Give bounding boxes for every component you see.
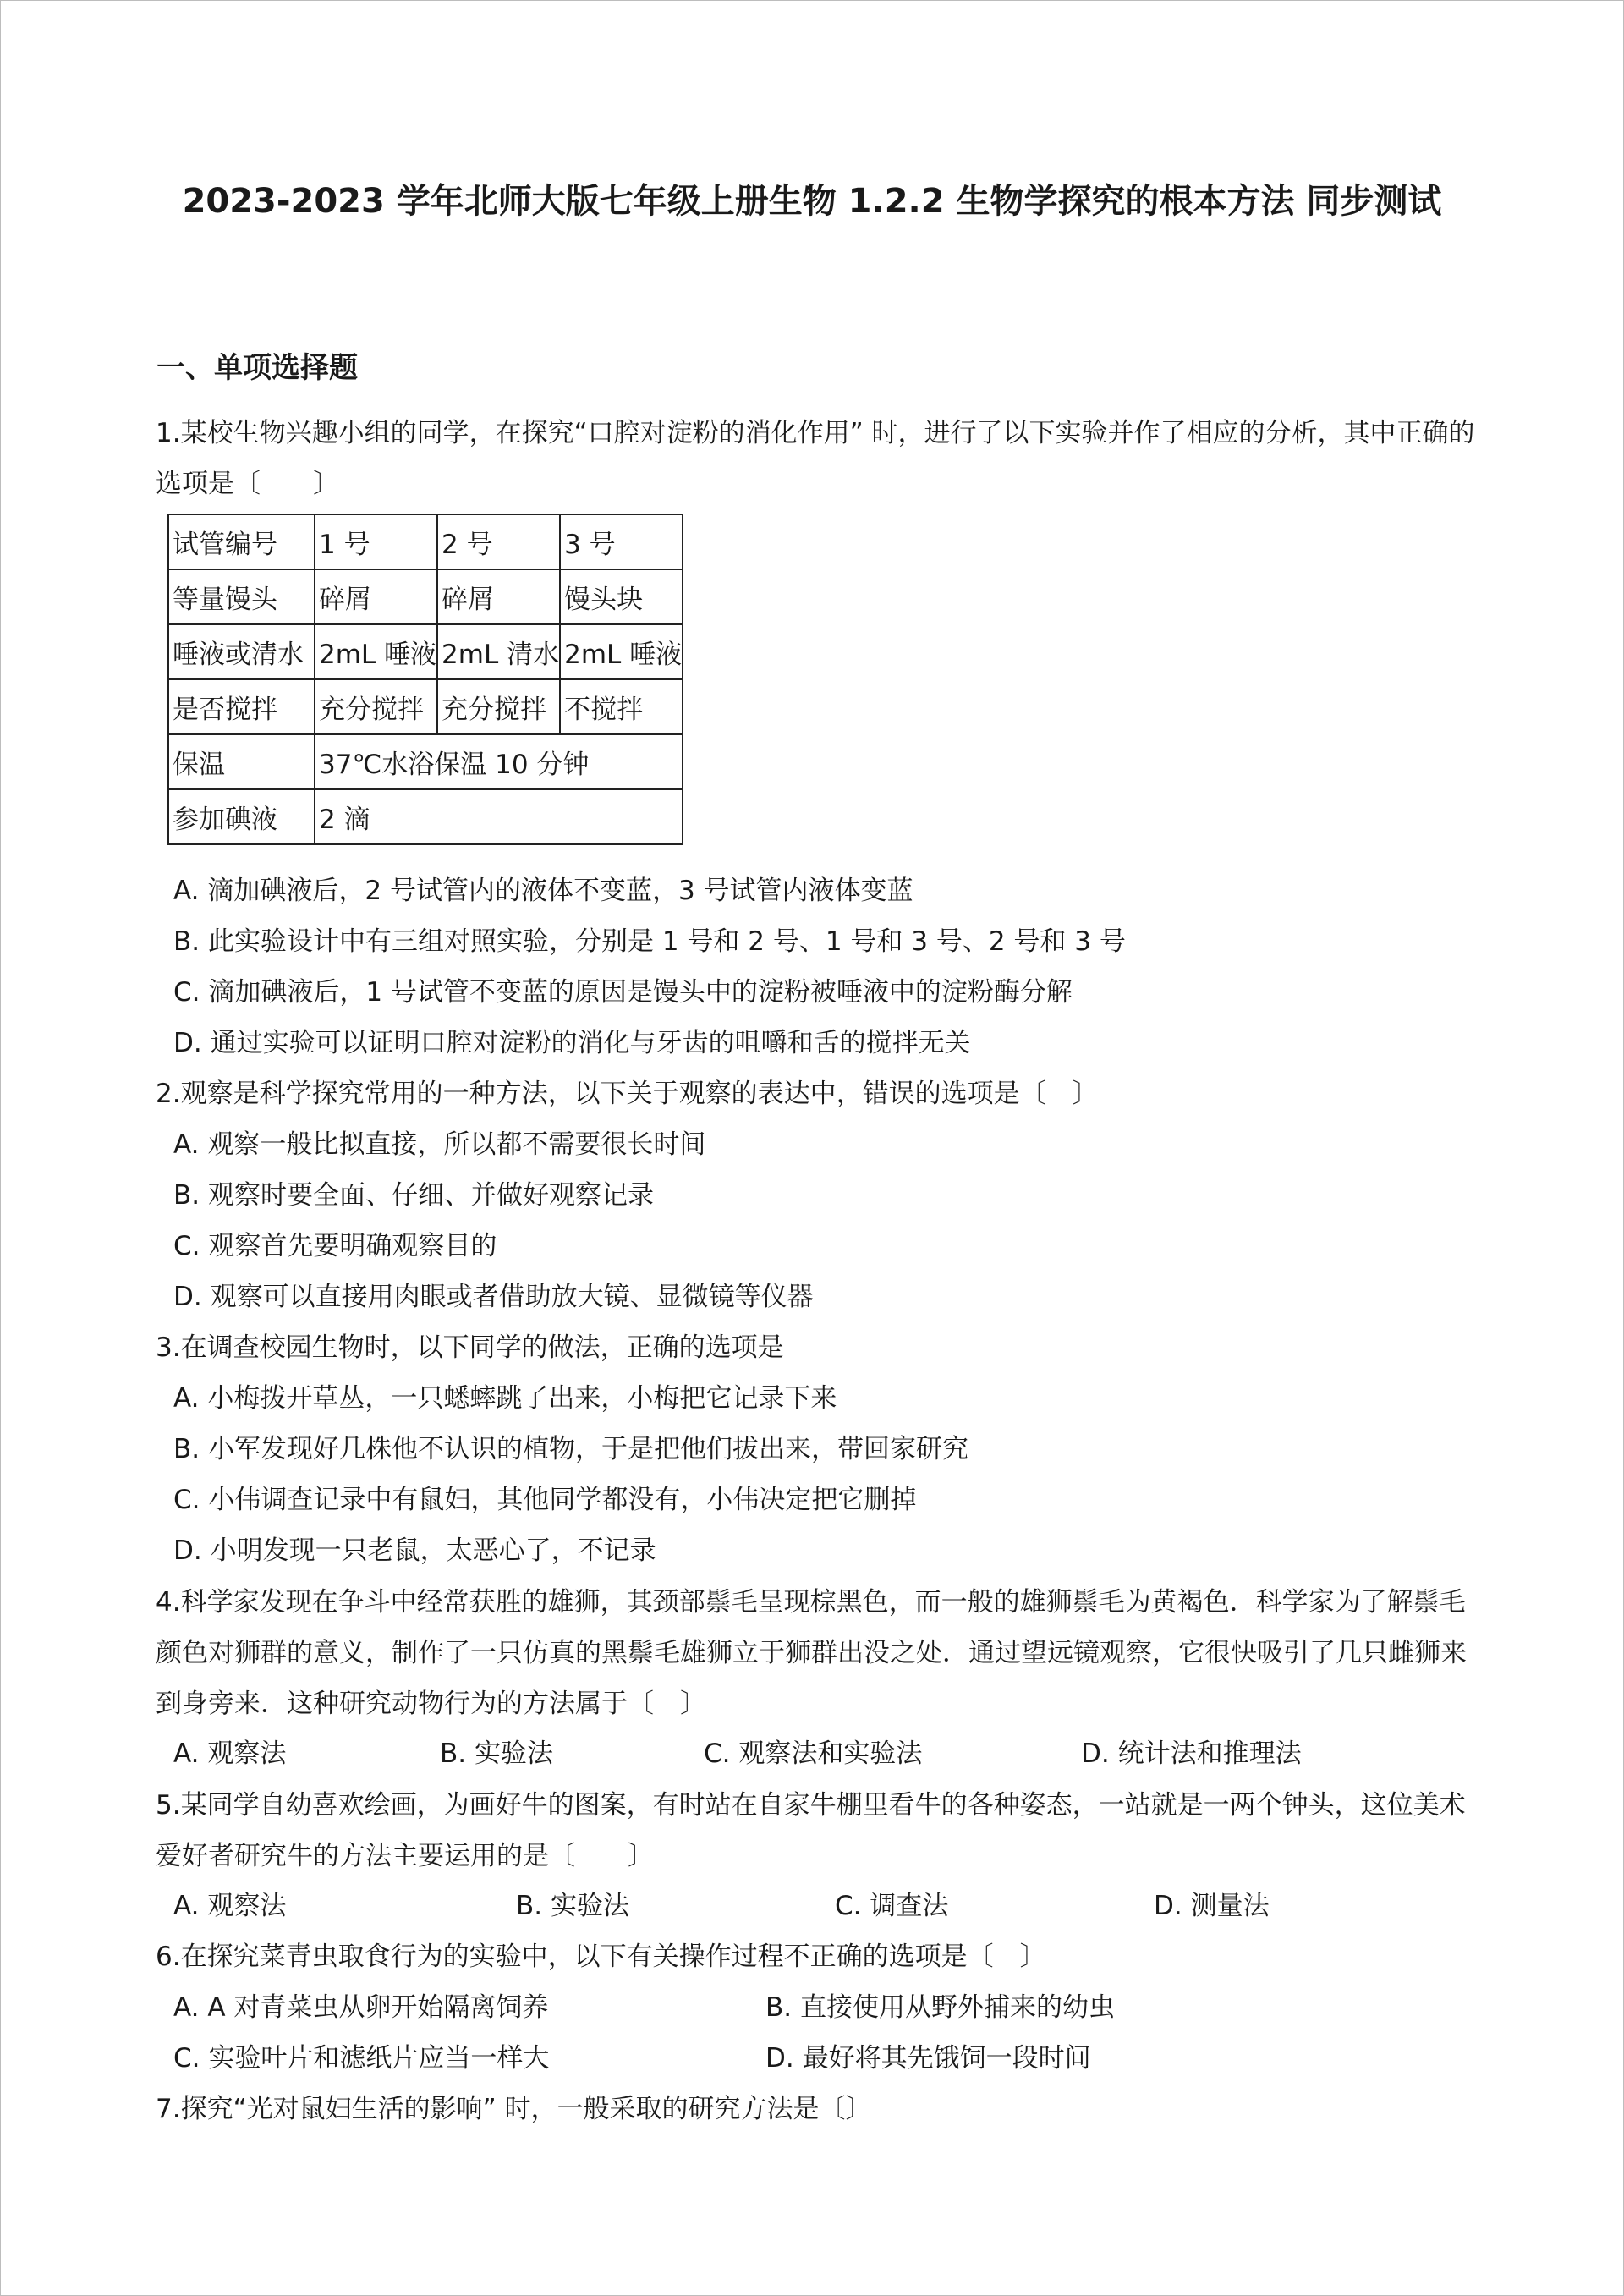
experiment-table bbox=[167, 514, 683, 845]
table-cell: 2mL 唾液 bbox=[560, 624, 683, 679]
table-cell: 充分搅拌 bbox=[315, 679, 437, 734]
question-2-option-a: A. 观察一般比拟直接，所以都不需要很长时间 bbox=[173, 1129, 706, 1160]
table-cell: 1 号 bbox=[315, 514, 437, 569]
question-1-option-d: D. 通过实验可以证明口腔对淀粉的消化与牙齿的咀嚼和舌的搅拌无关 bbox=[173, 1028, 971, 1058]
table-cell: 等量馒头 bbox=[168, 569, 315, 624]
question-2-option-b: B. 观察时要全面、仔细、并做好观察记录 bbox=[173, 1180, 654, 1211]
question-3-stem: 3.在调查校园生物时，以下同学的做法，正确的选项是 bbox=[156, 1332, 784, 1363]
table-cell: 唾液或清水 bbox=[168, 624, 315, 679]
question-2-option-d: D. 观察可以直接用肉眼或者借助放大镜、显微镜等仪器 bbox=[173, 1282, 814, 1312]
table-row bbox=[168, 569, 683, 624]
table-cell: 2mL 唾液 bbox=[315, 624, 437, 679]
question-6-option-a: A. A 对青菜虫从卵开始隔离饲养 bbox=[173, 1992, 549, 2023]
question-6-option-d: D. 最好将其先饿饲一段时间 bbox=[765, 2043, 1091, 2074]
table-cell: 3 号 bbox=[560, 514, 683, 569]
table-cell: 参加碘液 bbox=[168, 789, 315, 844]
question-6-option-c: C. 实验叶片和滤纸片应当一样大 bbox=[173, 2043, 550, 2074]
table-cell: 充分搅拌 bbox=[437, 679, 560, 734]
question-5-option-a: A. 观察法 bbox=[173, 1891, 287, 1921]
question-5-option-d: D. 测量法 bbox=[1154, 1891, 1270, 1921]
question-6-stem: 6.在探究菜青虫取食行为的实验中，以下有关操作过程不正确的选项是〔 〕 bbox=[156, 1942, 1046, 1972]
table-cell: 碎屑 bbox=[437, 569, 560, 624]
question-2-option-c: C. 观察首先要明确观察目的 bbox=[173, 1231, 497, 1261]
question-5-stem: 5.某同学自幼喜欢绘画，为画好牛的图案，有时站在自家牛棚里看牛的各种姿态，一站就是一两个钟头，这位美术爱好者研究牛的方法主要运用的是〔 〕 bbox=[156, 1790, 1466, 1871]
table-row bbox=[168, 734, 683, 789]
question-1-option-b: B. 此实验设计中有三组对照实验，分别是 1 号和 2 号、1 号和 3 号、2 号和 3 号 bbox=[173, 926, 1126, 957]
table-row bbox=[168, 789, 683, 844]
table-cell: 2mL 清水 bbox=[437, 624, 560, 679]
table-cell: 37℃水浴保温 10 分钟 bbox=[315, 734, 683, 789]
table-cell: 2 滴 bbox=[315, 789, 683, 844]
table-cell: 不搅拌 bbox=[560, 679, 683, 734]
question-4-option-c: C. 观察法和实验法 bbox=[704, 1738, 923, 1769]
table-row bbox=[168, 514, 683, 569]
question-4-option-a: A. 观察法 bbox=[173, 1738, 287, 1769]
table-cell: 2 号 bbox=[437, 514, 560, 569]
question-1-stem: 1.某校生物兴趣小组的同学，在探究“口腔对淀粉的消化作用” 时，进行了以下实验并作了相应的分析，其中正确的选项是〔 〕 bbox=[156, 418, 1475, 499]
question-7-stem: 7.探究“光对鼠妇生活的影响” 时，一般采取的研究方法是〔〕 bbox=[156, 2094, 872, 2124]
table-cell: 试管编号 bbox=[168, 514, 315, 569]
table-cell: 碎屑 bbox=[315, 569, 437, 624]
table-cell: 保温 bbox=[168, 734, 315, 789]
question-2-stem: 2.观察是科学探究常用的一种方法，以下关于观察的表达中，错误的选项是〔 〕 bbox=[156, 1079, 1099, 1109]
question-6-option-b: B. 直接使用从野外捕来的幼虫 bbox=[765, 1992, 1115, 2023]
question-1-option-c: C. 滴加碘液后，1 号试管不变蓝的原因是馒头中的淀粉被唾液中的淀粉酶分解 bbox=[173, 977, 1073, 1008]
question-3-option-b: B. 小军发现好几株他不认识的植物，于是把他们拔出来，带回家研究 bbox=[173, 1434, 968, 1464]
question-1-option-a: A. 滴加碘液后，2 号试管内的液体不变蓝，3 号试管内液体变蓝 bbox=[173, 876, 914, 906]
question-5-option-b: B. 实验法 bbox=[516, 1891, 629, 1921]
question-5-option-c: C. 调查法 bbox=[835, 1891, 949, 1921]
table-cell: 馒头块 bbox=[560, 569, 683, 624]
question-4-stem: 4.科学家发现在争斗中经常获胜的雄狮，其颈部鬃毛呈现棕黑色，而一般的雄狮鬃毛为黄褐色．科学家为了解鬃毛颜色对狮群的意义，制作了一只仿真的黑鬃毛雄狮立于狮群出没之处．通过望远镜观察，它很快吸引了几只雌狮来到身旁来．这种研究动物行为的方法属于〔 〕 bbox=[156, 1587, 1467, 1719]
question-4-option-d: D. 统计法和推理法 bbox=[1081, 1738, 1302, 1769]
table-cell: 是否搅拌 bbox=[168, 679, 315, 734]
table-row bbox=[168, 624, 683, 679]
question-3-option-a: A. 小梅拨开草丛，一只蟋蟀跳了出来，小梅把它记录下来 bbox=[173, 1383, 837, 1414]
question-3-option-d: D. 小明发现一只老鼠，太恶心了，不记录 bbox=[173, 1535, 656, 1566]
question-4-option-b: B. 实验法 bbox=[440, 1738, 553, 1769]
section-heading: 一、单项选择题 bbox=[156, 351, 358, 385]
page-title: 2023-2023 学年北师大版七年级上册生物 1.2.2 生物学探究的根本方法 同步测试 bbox=[182, 182, 1442, 221]
question-3-option-c: C. 小伟调查记录中有鼠妇，其他同学都没有，小伟决定把它删掉 bbox=[173, 1485, 917, 1515]
table-row bbox=[168, 679, 683, 734]
